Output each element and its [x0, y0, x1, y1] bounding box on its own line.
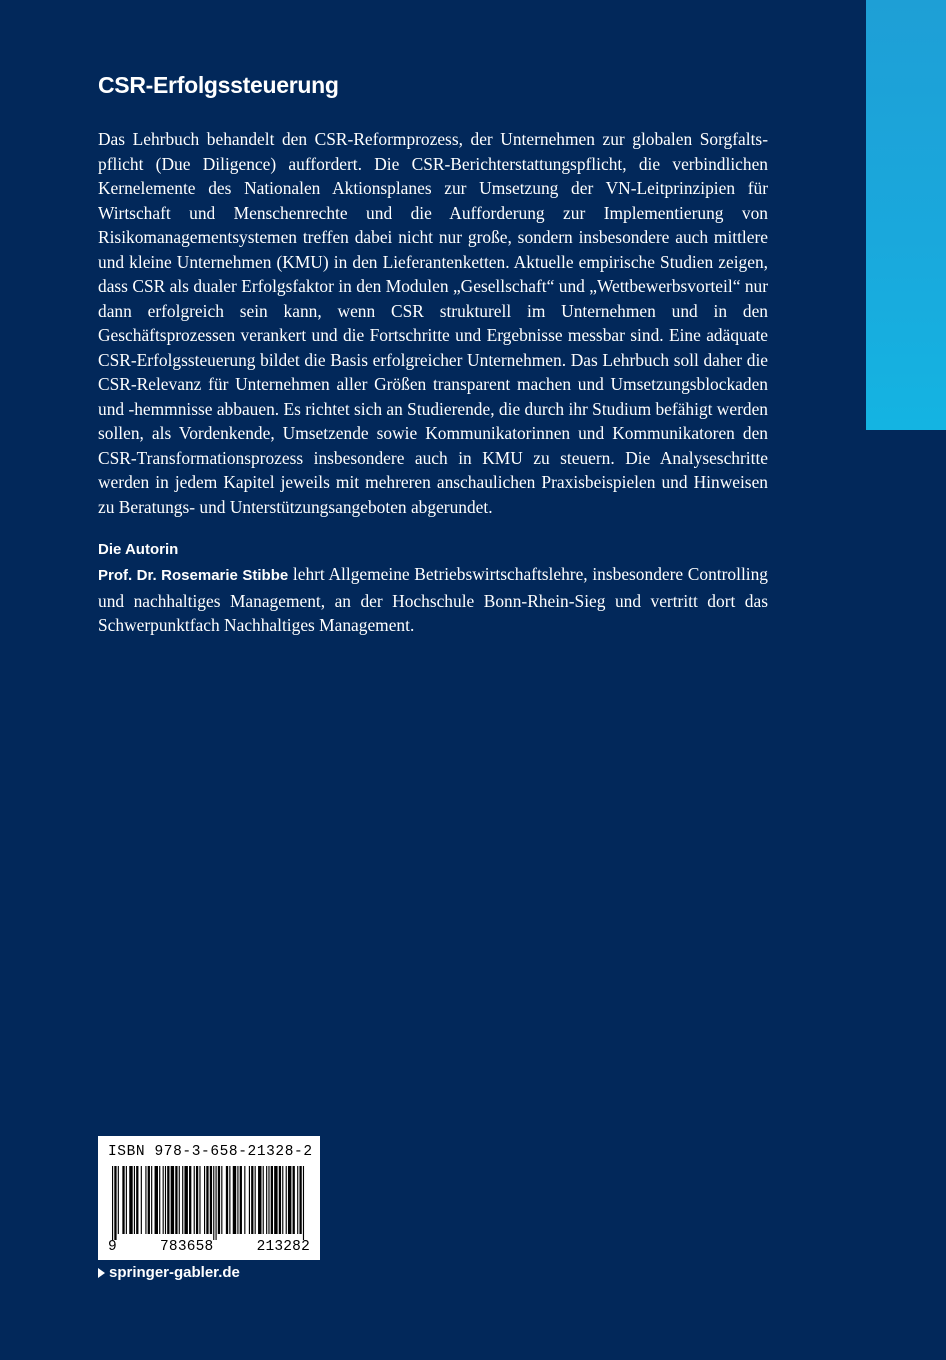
barcode-bar — [184, 1166, 187, 1234]
triangle-arrow-icon — [98, 1268, 105, 1278]
barcode-bar — [159, 1166, 160, 1234]
isbn-barcode — [98, 1136, 320, 1260]
back-cover-content — [98, 72, 768, 638]
barcode-bar — [199, 1166, 200, 1234]
barcode-bar — [171, 1166, 174, 1234]
barcode-digit-group: 213282 — [256, 1239, 310, 1255]
barcode-bar — [175, 1166, 177, 1234]
barcode-bar — [218, 1166, 220, 1234]
book-description: Das Lehrbuch behandelt den CSR-Reformprozess, der Unternehmen zur globalen Sorgfaltspflicht (Due Diligence) auffordert. Die CSR-Berichterstattungspflicht, die verbindlichen Kernelemente des Nationalen Aktionsplanes zur Umsetzung der VN-Leitprinzipien für Wirtschaft und Menschenrechte und die Aufforderung zur Implementierung von Risikomanagementsystemen treffen dabei nicht nur große, sondern insbesondere auch mittlere und kleine Unternehmen (KMU) in den Lieferantenketten. Aktuelle empirische Studien zeigen, dass CSR als dualer Erfolgsfaktor in den Modulen „Gesellschaft“ und „Wettbewerbsvorteil“ nur dann erfolgreich sein kann, wenn CSR strukturell im Unternehmen und in den Geschäftsprozessen verankert und die Fortschritte und Ergebnisse messbar sind. Eine adäquate CSR-Erfolgssteuerung bildet die Basis erfolgreicher Unternehmen. Das Lehrbuch soll daher die CSR-Relevanz für Unternehmen aller Größen transparent machen und Umsetzungsblockaden und -hemmnisse abbauen. Es richtet sich an Studierende, die durch ihr Studium befähigt werden sollen, als Vordenkende, Umsetzende sowie Kommunikatorinnen und Kommunikatoren den CSR-Transformationsprozess insbesondere auch in KMU zu steuern. Die Analyseschritte werden in jedem Kapitel jeweils mit mehreren anschaulichen Praxisbeispielen und Hinweisen zu Beratungs- und Unterstützungsangeboten abgerundet. — [98, 129, 768, 517]
barcode-bar — [216, 1166, 217, 1240]
barcode-bar — [134, 1166, 135, 1234]
barcode-bars — [108, 1166, 310, 1240]
author-bio-paragraph — [98, 562, 768, 638]
barcode-bar — [129, 1166, 132, 1234]
barcode-bar — [179, 1166, 180, 1234]
barcode-bar — [293, 1166, 295, 1234]
barcode-bar — [151, 1166, 152, 1234]
barcode-bar — [299, 1166, 301, 1234]
barcode-bar — [204, 1166, 205, 1234]
barcode-digit-group: 783658 — [160, 1239, 214, 1255]
barcode-bar — [145, 1166, 146, 1234]
barcode-bar — [274, 1166, 277, 1234]
barcode-bar — [114, 1166, 116, 1240]
barcode-bar — [271, 1166, 273, 1234]
barcode-bar — [122, 1166, 124, 1234]
barcode-bar — [237, 1166, 238, 1234]
barcode-bar — [141, 1166, 142, 1234]
barcode-bar — [226, 1166, 228, 1234]
barcode-bar — [263, 1166, 264, 1234]
book-title: CSR-Erfolgssteuerung — [98, 72, 339, 98]
barcode-bar — [163, 1166, 164, 1234]
barcode-bar — [244, 1166, 245, 1234]
barcode-bar — [194, 1166, 195, 1234]
barcode-bar — [213, 1166, 214, 1240]
publisher-url: springer-gabler.de — [109, 1264, 240, 1281]
barcode-bar — [118, 1166, 119, 1234]
barcode-bar — [286, 1166, 287, 1234]
barcode-bar — [155, 1166, 158, 1234]
author-heading: Die Autorin — [98, 541, 179, 558]
accent-strip — [866, 0, 946, 430]
barcode-bar — [268, 1166, 269, 1234]
publisher-link[interactable] — [98, 1264, 240, 1281]
barcode-bar — [303, 1166, 304, 1240]
barcode-bar — [297, 1166, 298, 1234]
barcode-bar — [136, 1166, 138, 1234]
barcode-bar — [165, 1166, 166, 1234]
barcode-bar — [221, 1166, 222, 1234]
barcode-digits — [108, 1239, 310, 1255]
author-bio: lehrt Allgemeine Betriebswirtschaftslehre, insbesondere Controlling und nachhaltiges Management, an der Hochschule Bonn-Rhein-Sieg und vertritt dort das Schwerpunktfach Nachhaltiges Management. — [98, 564, 768, 635]
isbn-label: ISBN 978-3-658-21328-2 — [108, 1144, 313, 1160]
barcode-bar — [251, 1166, 253, 1234]
barcode-bar — [249, 1166, 250, 1234]
barcode-bar — [112, 1166, 113, 1240]
barcode-bar — [255, 1166, 256, 1234]
barcode-bar — [229, 1166, 230, 1234]
barcode-bar — [233, 1166, 236, 1234]
barcode-bar — [206, 1166, 208, 1234]
barcode-bar — [210, 1166, 212, 1234]
barcode-bar — [282, 1166, 283, 1234]
barcode-bar — [279, 1166, 281, 1234]
author-name: Prof. Dr. Rosemarie Stibbe — [98, 567, 289, 584]
barcode-bar — [189, 1166, 191, 1234]
barcode-bar — [148, 1166, 150, 1234]
barcode-bar — [196, 1166, 198, 1234]
barcode-bar — [182, 1166, 183, 1234]
barcode-bar — [126, 1166, 127, 1234]
barcode-bar — [266, 1166, 267, 1234]
barcode-bar — [258, 1166, 261, 1234]
barcode-bar — [167, 1166, 169, 1234]
barcode-bar — [288, 1166, 291, 1234]
barcode-digit-group: 9 — [108, 1239, 117, 1255]
barcode-bar — [240, 1166, 242, 1234]
